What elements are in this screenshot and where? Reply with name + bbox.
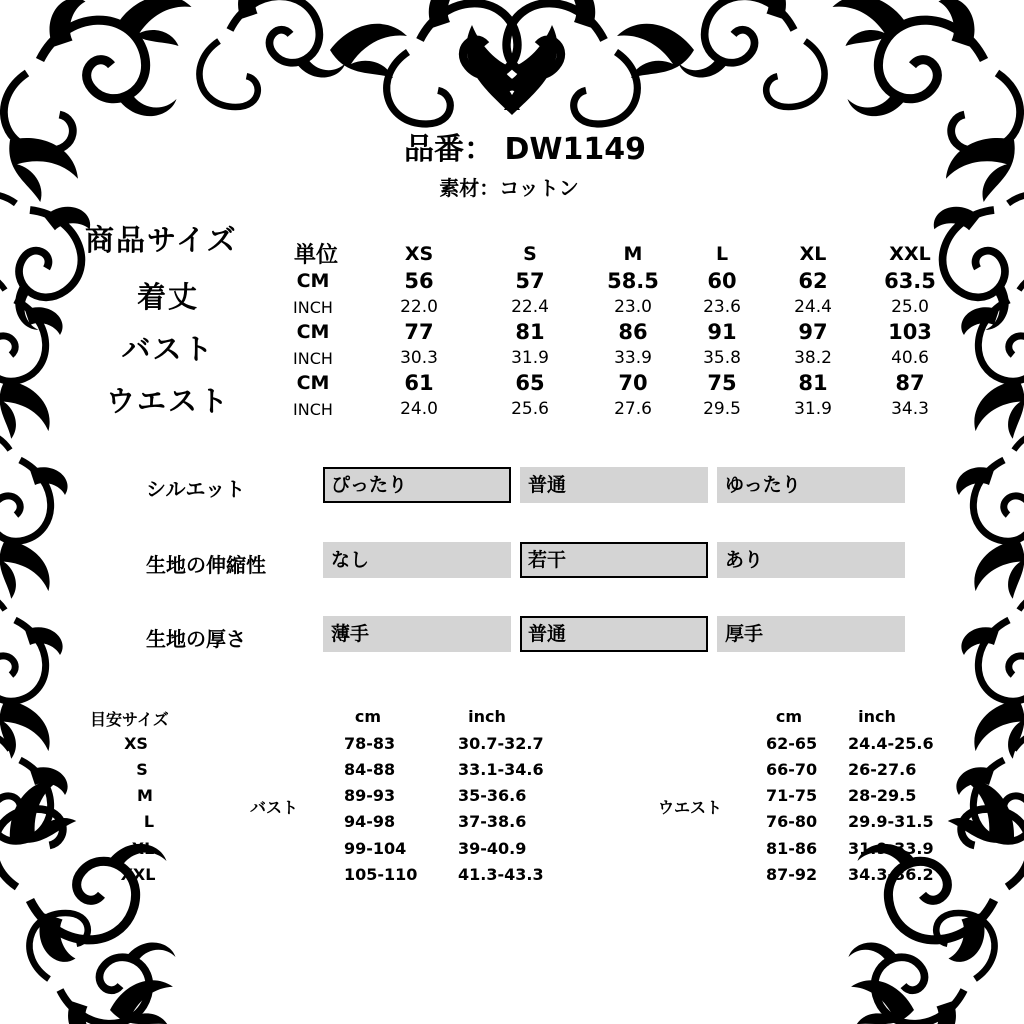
guide-bust-value: 89-93 [344, 786, 396, 805]
cm-value: 81 [515, 320, 545, 344]
size-header: XXL [889, 243, 931, 265]
inch-value: 22.4 [511, 297, 549, 317]
cm-value: 103 [888, 320, 932, 344]
inch-value: 22.0 [400, 297, 438, 317]
inch-value: 24.4 [794, 297, 832, 317]
inch-value: 24.0 [400, 399, 438, 419]
guide-waist-value: 34.3-36.2 [848, 865, 934, 884]
cm-value: 62 [798, 269, 828, 293]
waist-cm-header: cm [775, 707, 803, 726]
cm-unit: CM [296, 372, 330, 394]
guide-bust-value: 105-110 [344, 865, 418, 884]
guide-size-label: XS [124, 734, 148, 753]
material-label: 素材：コットン [439, 176, 579, 200]
inch-value: 30.3 [400, 348, 438, 368]
guide-bust-value: 99-104 [344, 839, 407, 858]
product-code: 品番： DW1149 [404, 132, 646, 167]
feature-label-thickness: 生地の厚さ [146, 627, 246, 651]
feature-option: あり [717, 542, 905, 578]
guide-bust-value: 39-40.9 [458, 839, 527, 858]
inch-value: 31.9 [794, 399, 832, 419]
row-label-waist: ウエスト [105, 384, 231, 418]
guide-size-label: L [143, 812, 155, 831]
size-table-title: 商品サイズ [85, 223, 238, 257]
guide-bust-value: 78-83 [344, 734, 396, 753]
inch-value: 33.9 [614, 348, 652, 368]
inch-unit: INCH [293, 400, 333, 419]
guide-size-label: S [136, 760, 148, 779]
size-guide-title: 目安サイズ [90, 710, 169, 729]
feature-label-silhouette: シルエット [146, 477, 246, 501]
inch-value: 27.6 [614, 399, 652, 419]
guide-bust-value: 35-36.6 [458, 786, 527, 805]
guide-waist-value: 26-27.6 [848, 760, 917, 779]
cm-value: 86 [618, 320, 648, 344]
guide-waist-value: 62-65 [766, 734, 818, 753]
guide-bust-label: バスト [249, 798, 299, 817]
cm-value: 81 [798, 371, 828, 395]
feature-option: 普通 [520, 467, 708, 503]
guide-waist-value: 87-92 [766, 865, 818, 884]
inch-value: 25.0 [891, 297, 929, 317]
feature-option: 普通 [520, 616, 708, 652]
size-header: S [523, 243, 537, 265]
row-label-bust: バスト [121, 332, 215, 366]
guide-size-label: XL [131, 839, 155, 858]
size-header: XS [404, 243, 434, 265]
inch-value: 31.9 [511, 348, 549, 368]
cm-value: 97 [798, 320, 828, 344]
size-header: XL [799, 243, 827, 265]
size-header: L [715, 243, 729, 265]
inch-unit: INCH [293, 298, 333, 317]
cm-value: 58.5 [607, 269, 659, 293]
cm-unit: CM [296, 270, 330, 292]
guide-size-label: XXL [120, 865, 156, 884]
cm-value: 57 [515, 269, 545, 293]
feature-option: 薄手 [323, 616, 511, 652]
guide-bust-value: 41.3-43.3 [458, 865, 544, 884]
cm-value: 87 [895, 371, 925, 395]
guide-waist-value: 31.9-33.9 [848, 839, 934, 858]
guide-waist-label: ウエスト [657, 798, 723, 817]
cm-value: 65 [515, 371, 545, 395]
cm-value: 61 [404, 371, 434, 395]
guide-waist-value: 28-29.5 [848, 786, 917, 805]
inch-value: 23.6 [703, 297, 741, 317]
guide-size-label: M [137, 786, 153, 805]
unit-label: 単位 [293, 243, 339, 268]
inch-value: 25.6 [511, 399, 549, 419]
guide-waist-value: 71-75 [766, 786, 818, 805]
cm-value: 70 [618, 371, 648, 395]
inch-unit: INCH [293, 349, 333, 368]
guide-bust-value: 84-88 [344, 760, 396, 779]
inch-value: 40.6 [891, 348, 929, 368]
cm-value: 60 [707, 269, 737, 293]
feature-option: 若干 [520, 542, 708, 578]
guide-waist-value: 81-86 [766, 839, 818, 858]
waist-inch-header: inch [858, 707, 896, 726]
row-label-length: 着丈 [136, 280, 200, 314]
cm-value: 63.5 [884, 269, 936, 293]
feature-option: ゆったり [717, 467, 905, 503]
feature-option: なし [323, 542, 511, 578]
bust-cm-header: cm [354, 707, 382, 726]
inch-value: 34.3 [891, 399, 929, 419]
cm-unit: CM [296, 321, 330, 343]
feature-option: ぴったり [323, 467, 511, 503]
guide-waist-value: 29.9-31.5 [848, 812, 934, 831]
guide-waist-value: 66-70 [766, 760, 818, 779]
guide-waist-value: 24.4-25.6 [848, 734, 934, 753]
guide-bust-value: 33.1-34.6 [458, 760, 544, 779]
feature-label-stretch: 生地の伸縮性 [146, 553, 266, 577]
inch-value: 29.5 [703, 399, 741, 419]
guide-waist-value: 76-80 [766, 812, 818, 831]
size-header: M [623, 243, 643, 265]
inch-value: 35.8 [703, 348, 741, 368]
cm-value: 75 [707, 371, 737, 395]
cm-value: 91 [707, 320, 737, 344]
inch-value: 23.0 [614, 297, 652, 317]
inch-value: 38.2 [794, 348, 832, 368]
guide-bust-value: 30.7-32.7 [458, 734, 544, 753]
guide-bust-value: 37-38.6 [458, 812, 527, 831]
bust-inch-header: inch [468, 707, 506, 726]
guide-bust-value: 94-98 [344, 812, 396, 831]
feature-option: 厚手 [717, 616, 905, 652]
cm-value: 77 [404, 320, 434, 344]
cm-value: 56 [404, 269, 434, 293]
